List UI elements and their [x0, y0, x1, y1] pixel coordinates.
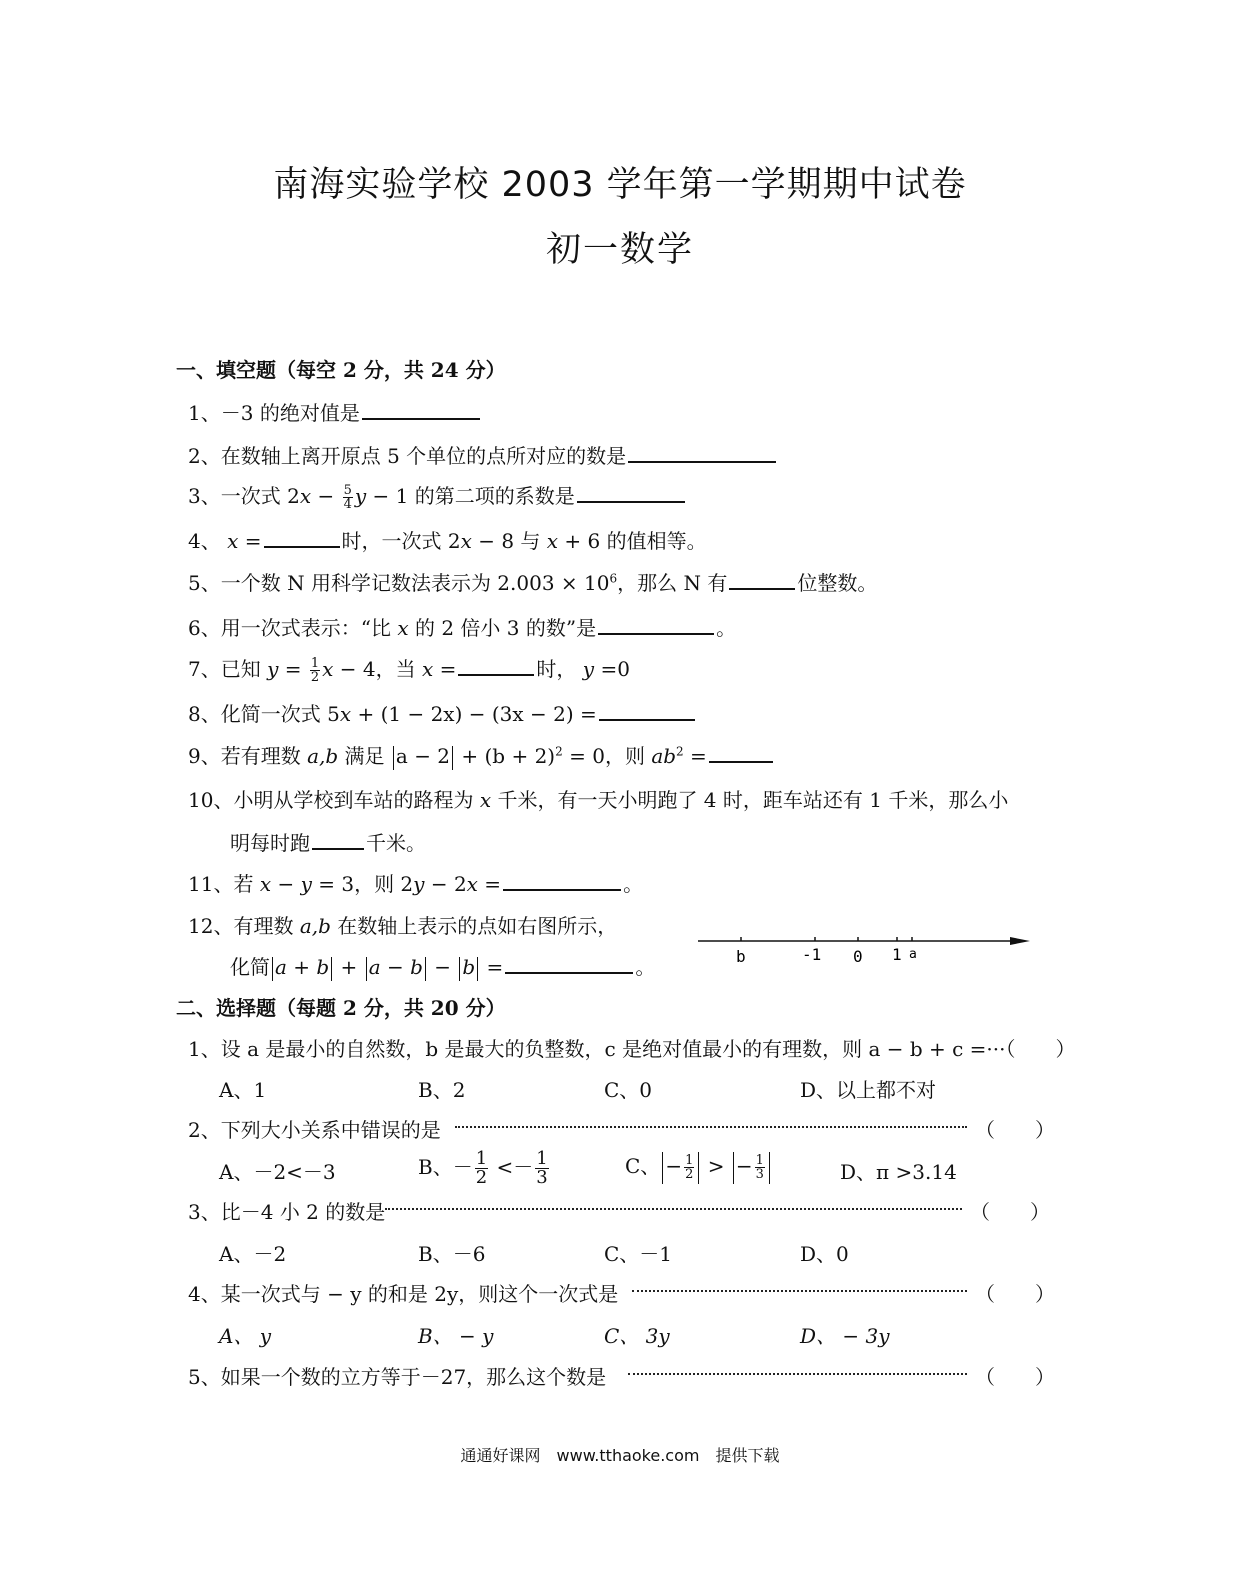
- answer-blank: [709, 743, 773, 763]
- question-1-8: 8、化简一次式 5x + (1 − 2x) − (3x − 2) =: [188, 698, 697, 727]
- leader-dots: [632, 1290, 967, 1292]
- exam-title: 南海实验学校 2003 学年第一学期期中试卷: [273, 165, 967, 205]
- option-2-2-b[interactable]: B、－ $\frac{1}{2}$ <－ $\frac{1}{3}$: [418, 1148, 548, 1188]
- question-1-11: 11、若 x − y = 3，则 2y − 2x = 。: [188, 872, 644, 896]
- answer-blank: [599, 701, 695, 721]
- option-2-4-a[interactable]: A、 y: [219, 1324, 272, 1348]
- question-2-5: 5、如果一个数的立方等于－27，那么这个数是: [188, 1365, 607, 1389]
- answer-parentheses: （ ）: [975, 1282, 1055, 1306]
- question-1-12-line2: 化简 a + b + a − b − b = 。: [230, 955, 656, 979]
- number-line-figure: [690, 925, 1035, 970]
- question-1-2: 2、在数轴上离开原点 5 个单位的点所对应的数是: [188, 440, 778, 469]
- label-a: a: [909, 947, 917, 962]
- option-2-1-a[interactable]: A、1: [219, 1078, 267, 1102]
- answer-blank: [312, 830, 364, 850]
- leader-dots: [385, 1208, 962, 1210]
- label-b: b: [736, 947, 746, 966]
- option-2-4-d[interactable]: D、 − 3y: [800, 1324, 890, 1348]
- question-2-1: 1、设 a 是最小的自然数，b 是最大的负整数，c 是绝对值最小的有理数，则 a − b + c =···（ ）: [188, 1037, 1076, 1061]
- exam-subtitle: 初一数学: [545, 230, 694, 270]
- answer-parentheses: （ ）: [975, 1118, 1055, 1142]
- answer-blank: [505, 954, 633, 974]
- question-2-3: 3、比－4 小 2 的数是: [188, 1200, 386, 1224]
- question-1-1: 1、－3 的绝对值是: [188, 397, 482, 426]
- option-2-1-c[interactable]: C、0: [604, 1078, 653, 1102]
- label-neg1: -1: [802, 945, 822, 964]
- option-2-3-a[interactable]: A、－2: [219, 1242, 287, 1266]
- question-1-9: 9、若有理数 a,b 满足 $a - 2 + (b + 2)^2 = 0$，则 $ab^2$ =: [188, 740, 775, 770]
- fraction: $\frac{5}{4}$: [343, 483, 352, 512]
- arrow-right-icon: [1010, 937, 1030, 945]
- question-1-12: 12、有理数 a,b 在数轴上表示的点如右图所示，: [188, 914, 618, 938]
- question-1-5: 5、一个数 N 用科学记数法表示为 $2.003 \times 10^6$，那么 N 有 位整数。: [188, 571, 878, 595]
- answer-parentheses: （ ）: [975, 1365, 1055, 1389]
- leader-dots: [628, 1373, 967, 1375]
- section-fill-in-heading: 一、填空题（每空 2 分，共 24 分）: [176, 358, 506, 382]
- section-choice-heading: 二、选择题（每题 2 分，共 20 分）: [176, 996, 506, 1020]
- option-2-2-d[interactable]: D、π >3.14: [840, 1160, 957, 1184]
- option-2-1-b[interactable]: B、2: [418, 1078, 466, 1102]
- answer-parentheses: （ ）: [970, 1200, 1050, 1224]
- option-2-1-d[interactable]: D、以上都不对: [800, 1078, 937, 1102]
- question-1-10: 10、小明从学校到车站的路程为 x 千米，有一天小明跑了 4 时，距车站还有 1 千米，那么小: [188, 788, 1009, 812]
- answer-blank: [729, 570, 795, 590]
- answer-blank: [503, 871, 621, 891]
- answer-blank: [458, 656, 534, 676]
- question-1-3: 3、一次式 2x − $\frac{5}{4}$ y − 1 的第二项的系数是: [188, 480, 687, 511]
- question-2-4: 4、某一次式与 − y 的和是 2y，则这个一次式是: [188, 1282, 619, 1306]
- question-1-7: 7、已知 y = $\frac{1}{2}$ x − 4，当 x = 时， y =0: [188, 656, 630, 685]
- option-2-4-c[interactable]: C、 3y: [604, 1324, 670, 1348]
- fraction: $\frac{1}{2}$: [310, 656, 320, 685]
- option-2-2-c[interactable]: C、 − $\frac{1}{2}$ > − $\frac{1}{3}$: [625, 1150, 772, 1184]
- question-1-4: 4、 x = 时，一次式 2x − 8 与 x + 6 的值相等。: [188, 529, 707, 553]
- option-2-3-d[interactable]: D、0: [800, 1242, 849, 1266]
- footer-source: 通通好课网 www.tthaoke.com 提供下载: [460, 1446, 780, 1465]
- leader-dots: [455, 1126, 967, 1128]
- question-2-2: 2、下列大小关系中错误的是: [188, 1118, 441, 1142]
- answer-blank: [577, 483, 685, 503]
- question-1-6: 6、用一次式表示：“比 x 的 2 倍小 3 的数”是 。: [188, 616, 737, 640]
- option-2-3-c[interactable]: C、－1: [604, 1242, 673, 1266]
- answer-blank: [628, 443, 776, 463]
- question-1-10-line2: 明每时跑 千米。: [230, 831, 426, 855]
- answer-blank: [264, 528, 340, 548]
- answer-blank: [598, 615, 714, 635]
- option-2-2-a[interactable]: A、－2<－3: [219, 1160, 336, 1184]
- option-2-3-b[interactable]: B、－6: [418, 1242, 486, 1266]
- option-2-4-b[interactable]: B、 − y: [418, 1324, 494, 1348]
- label-1: 1: [892, 945, 902, 964]
- label-0: 0: [853, 947, 863, 966]
- answer-blank: [362, 400, 480, 420]
